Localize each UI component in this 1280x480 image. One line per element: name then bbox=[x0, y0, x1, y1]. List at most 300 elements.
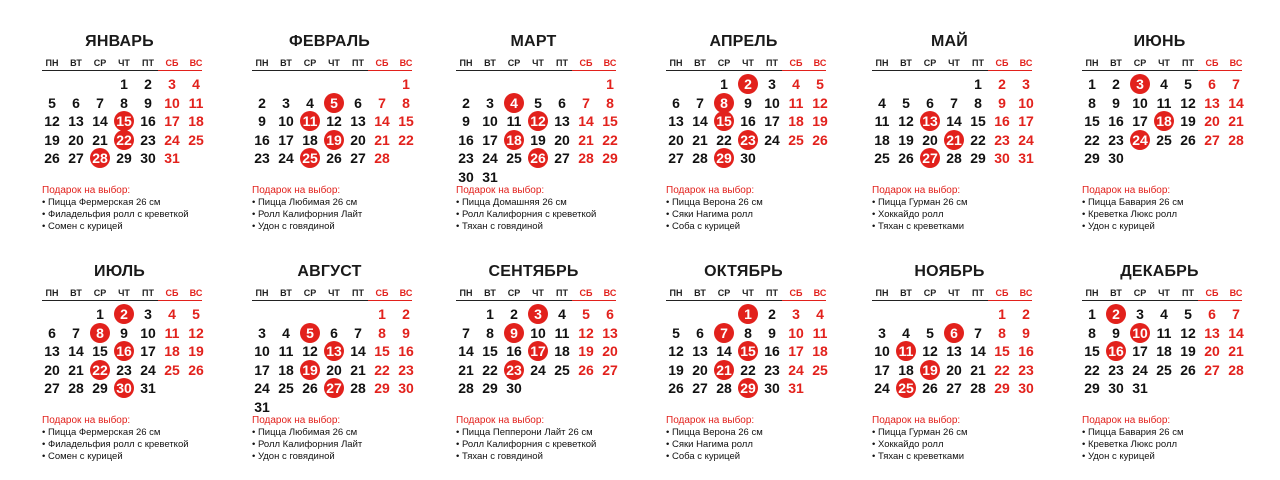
weekday-header bbox=[456, 287, 616, 301]
highlighted-day: 30 bbox=[112, 379, 136, 397]
day-cell: 28 bbox=[1228, 361, 1244, 378]
weekday-label: ВТ bbox=[1110, 288, 1122, 298]
day-cell: 2 bbox=[144, 76, 152, 92]
day-cell: 3 bbox=[1022, 76, 1030, 92]
day-cell: 4 bbox=[168, 306, 176, 322]
weekday-label: ПТ bbox=[766, 288, 778, 298]
highlighted-day: 4 bbox=[502, 94, 526, 112]
day-cell: 25 bbox=[554, 361, 570, 378]
day-cell: 5 bbox=[582, 306, 590, 322]
month-title: АВГУСТ bbox=[297, 263, 362, 280]
day-cell: 14 bbox=[458, 343, 474, 360]
day-cell: 30 bbox=[506, 380, 522, 397]
weekday-label: ПТ bbox=[766, 58, 778, 68]
weekday-label: ПН bbox=[875, 288, 889, 298]
weekday-label: ПН bbox=[45, 58, 59, 68]
weekday-label: ВС bbox=[813, 288, 827, 298]
day-cell: 30 bbox=[1018, 380, 1034, 397]
weekday-label: ЧТ bbox=[118, 288, 130, 298]
weekday-label: ПН bbox=[459, 58, 473, 68]
day-cell: 20 bbox=[668, 131, 684, 148]
day-cell: 12 bbox=[44, 113, 60, 130]
day-cell: 22 bbox=[374, 361, 390, 378]
day-cell: 2 bbox=[402, 306, 410, 322]
day-cell: 15 bbox=[398, 113, 414, 130]
gift-list bbox=[1082, 415, 1272, 463]
day-cell: 8 bbox=[998, 324, 1006, 341]
day-cell: 13 bbox=[1204, 94, 1220, 111]
day-cell: 22 bbox=[1084, 131, 1100, 148]
weekend-divider bbox=[158, 300, 202, 301]
day-cell: 12 bbox=[302, 343, 318, 360]
day-cell: 9 bbox=[1022, 324, 1030, 341]
gift-item: • Ролл Калифорния с креветкой bbox=[456, 209, 597, 220]
day-cell: 5 bbox=[192, 306, 200, 322]
day-cell: 7 bbox=[950, 94, 958, 111]
day-cell: 9 bbox=[120, 324, 128, 341]
day-cell: 18 bbox=[188, 113, 204, 130]
day-cell: 7 bbox=[1232, 306, 1240, 322]
month-title: ФЕВРАЛЬ bbox=[288, 33, 371, 50]
day-cell: 10 bbox=[482, 113, 498, 130]
weekday-header bbox=[252, 57, 412, 71]
day-cell: 9 bbox=[258, 113, 266, 130]
gift-item: • Пицца Фермерская 26 см bbox=[42, 197, 161, 208]
gift-item: • Сомен с курицей bbox=[42, 221, 123, 232]
weekday-label: ПТ bbox=[352, 58, 364, 68]
day-cell: 25 bbox=[874, 150, 890, 167]
gift-item: • Удон с говядиной bbox=[252, 451, 335, 462]
gift-item: • Ролл Калифорния Лайт bbox=[252, 209, 363, 220]
day-cell: 26 bbox=[188, 361, 204, 378]
weekday-label: ЧТ bbox=[742, 288, 754, 298]
month-title: ЯНВАРЬ bbox=[85, 33, 154, 50]
day-cell: 20 bbox=[946, 361, 962, 378]
day-cell: 4 bbox=[792, 76, 800, 92]
weekday-label: ЧТ bbox=[328, 288, 340, 298]
gift-heading: Подарок на выбор: bbox=[666, 185, 755, 196]
weekday-label: ВТ bbox=[900, 58, 912, 68]
day-cell: 14 bbox=[1228, 94, 1244, 111]
day-cell: 24 bbox=[140, 361, 156, 378]
day-cell: 9 bbox=[744, 94, 752, 111]
weekday-label: ПН bbox=[1085, 288, 1099, 298]
day-cell: 30 bbox=[398, 380, 414, 397]
day-cell: 8 bbox=[606, 94, 614, 111]
day-cell: 7 bbox=[96, 94, 104, 111]
day-cell: 28 bbox=[68, 380, 84, 397]
month-title: СЕНТЯБРЬ bbox=[488, 263, 579, 280]
gift-item: • Ролл Калифорния с креветкой bbox=[456, 439, 597, 450]
day-cell: 20 bbox=[1204, 343, 1220, 360]
day-cell: 18 bbox=[788, 113, 804, 130]
day-cell: 31 bbox=[1132, 380, 1148, 397]
day-cell: 5 bbox=[48, 94, 56, 111]
weekday-label: ЧТ bbox=[532, 58, 544, 68]
gift-list bbox=[872, 415, 1062, 463]
highlighted-day: 3 bbox=[526, 305, 550, 323]
day-cell: 14 bbox=[68, 343, 84, 360]
day-cell: 3 bbox=[258, 324, 266, 341]
gift-list bbox=[666, 415, 856, 463]
day-cell: 22 bbox=[1084, 361, 1100, 378]
weekday-label: ВС bbox=[603, 58, 617, 68]
weekday-label: СР bbox=[1133, 58, 1147, 68]
highlighted-day: 2 bbox=[736, 75, 760, 93]
day-cell: 28 bbox=[716, 380, 732, 397]
day-cell: 5 bbox=[1184, 76, 1192, 92]
day-cell: 18 bbox=[898, 361, 914, 378]
day-cell: 27 bbox=[68, 150, 84, 167]
day-cell: 21 bbox=[458, 361, 474, 378]
day-cell: 21 bbox=[374, 131, 390, 148]
day-cell: 22 bbox=[482, 361, 498, 378]
gift-heading: Подарок на выбор: bbox=[252, 415, 341, 426]
day-cell: 10 bbox=[278, 113, 294, 130]
weekday-label: ЧТ bbox=[1158, 288, 1170, 298]
gift-heading: Подарок на выбор: bbox=[872, 415, 961, 426]
weekend-divider bbox=[368, 70, 412, 71]
weekday-label: СБ bbox=[165, 58, 179, 68]
day-cell: 1 bbox=[402, 76, 410, 92]
day-cell: 2 bbox=[510, 306, 518, 322]
highlighted-day: 6 bbox=[942, 324, 966, 342]
day-cell: 30 bbox=[994, 150, 1010, 167]
day-cell: 25 bbox=[278, 380, 294, 397]
day-cell: 17 bbox=[1132, 343, 1148, 360]
day-cell: 5 bbox=[534, 94, 542, 111]
gift-item: • Креветка Люкс ролл bbox=[1082, 209, 1178, 220]
day-cell: 12 bbox=[668, 343, 684, 360]
day-cell: 25 bbox=[506, 150, 522, 167]
weekday-header bbox=[456, 57, 616, 71]
day-cell: 21 bbox=[1228, 113, 1244, 130]
day-cell: 17 bbox=[1018, 113, 1034, 130]
day-cell: 6 bbox=[1208, 76, 1216, 92]
gift-list bbox=[872, 185, 1062, 233]
highlighted-day: 8 bbox=[88, 324, 112, 342]
day-cell: 12 bbox=[922, 343, 938, 360]
day-cell: 8 bbox=[120, 94, 128, 111]
day-cell: 4 bbox=[1160, 76, 1168, 92]
day-cell: 26 bbox=[668, 380, 684, 397]
day-cell: 5 bbox=[672, 324, 680, 341]
day-cell: 6 bbox=[606, 306, 614, 322]
gift-item: • Тяхан с говядиной bbox=[456, 221, 543, 232]
weekday-label: ЧТ bbox=[118, 58, 130, 68]
day-cell: 24 bbox=[530, 361, 546, 378]
weekday-label: ПН bbox=[1085, 58, 1099, 68]
day-cell: 19 bbox=[668, 361, 684, 378]
day-cell: 8 bbox=[1088, 94, 1096, 111]
day-cell: 6 bbox=[48, 324, 56, 341]
weekend-divider bbox=[988, 300, 1032, 301]
day-cell: 29 bbox=[970, 150, 986, 167]
gift-list bbox=[42, 185, 232, 233]
weekend-divider bbox=[988, 70, 1032, 71]
weekday-label: ВС bbox=[399, 58, 413, 68]
day-cell: 12 bbox=[812, 94, 828, 111]
weekday-label: ЧТ bbox=[328, 58, 340, 68]
day-cell: 27 bbox=[668, 150, 684, 167]
day-cell: 8 bbox=[1088, 324, 1096, 341]
day-cell: 29 bbox=[116, 150, 132, 167]
gift-item: • Удон с говядиной bbox=[252, 221, 335, 232]
day-cell: 19 bbox=[812, 113, 828, 130]
day-cell: 18 bbox=[874, 131, 890, 148]
day-cell: 3 bbox=[282, 94, 290, 111]
day-cell: 13 bbox=[602, 324, 618, 341]
gift-item: • Пицца Домашняя 26 см bbox=[456, 197, 567, 208]
day-cell: 20 bbox=[602, 343, 618, 360]
highlighted-day: 26 bbox=[526, 149, 550, 167]
gift-item: • Удон с курицей bbox=[1082, 451, 1155, 462]
day-cell: 15 bbox=[374, 343, 390, 360]
day-cell: 23 bbox=[1018, 361, 1034, 378]
highlighted-day: 5 bbox=[322, 94, 346, 112]
day-cell: 28 bbox=[692, 150, 708, 167]
weekday-label: СБ bbox=[1205, 288, 1219, 298]
gift-item: • Пицца Верона 26 см bbox=[666, 197, 763, 208]
day-cell: 17 bbox=[764, 113, 780, 130]
highlighted-day: 19 bbox=[298, 361, 322, 379]
month-title: НОЯБРЬ bbox=[914, 263, 985, 280]
day-cell: 26 bbox=[302, 380, 318, 397]
weekday-header bbox=[666, 57, 826, 71]
day-cell: 19 bbox=[578, 343, 594, 360]
day-cell: 15 bbox=[1084, 113, 1100, 130]
highlighted-day: 21 bbox=[712, 361, 736, 379]
weekday-label: ПН bbox=[45, 288, 59, 298]
weekday-label: ВТ bbox=[70, 58, 82, 68]
day-cell: 25 bbox=[812, 361, 828, 378]
day-cell: 1 bbox=[1088, 76, 1096, 92]
day-cell: 27 bbox=[1204, 361, 1220, 378]
day-cell: 1 bbox=[998, 306, 1006, 322]
weekend-divider bbox=[1198, 300, 1242, 301]
weekday-label: СБ bbox=[165, 288, 179, 298]
day-cell: 18 bbox=[164, 343, 180, 360]
gift-item: • Тяхан с креветками bbox=[872, 451, 965, 462]
day-cell: 20 bbox=[44, 361, 60, 378]
day-cell: 10 bbox=[164, 94, 180, 111]
highlighted-day: 18 bbox=[1152, 112, 1176, 130]
day-cell: 14 bbox=[716, 343, 732, 360]
weekday-label: ВС bbox=[603, 288, 617, 298]
weekday-label: ПН bbox=[459, 288, 473, 298]
highlighted-day: 28 bbox=[88, 149, 112, 167]
gift-heading: Подарок на выбор: bbox=[42, 185, 131, 196]
gift-item: • Хоккайдо ролл bbox=[872, 209, 944, 220]
highlighted-day: 5 bbox=[298, 324, 322, 342]
day-cell: 17 bbox=[254, 361, 270, 378]
day-cell: 2 bbox=[768, 306, 776, 322]
weekday-label: СБ bbox=[579, 288, 593, 298]
day-cell: 29 bbox=[994, 380, 1010, 397]
day-cell: 14 bbox=[970, 343, 986, 360]
gift-heading: Подарок на выбор: bbox=[456, 185, 545, 196]
highlighted-day: 9 bbox=[502, 324, 526, 342]
day-cell: 23 bbox=[1108, 361, 1124, 378]
highlighted-day: 11 bbox=[894, 342, 918, 360]
month-title: ИЮЛЬ bbox=[94, 263, 145, 280]
weekend-divider bbox=[368, 300, 412, 301]
day-cell: 26 bbox=[922, 380, 938, 397]
weekday-label: ВС bbox=[399, 288, 413, 298]
day-cell: 6 bbox=[696, 324, 704, 341]
day-cell: 13 bbox=[668, 113, 684, 130]
day-cell: 3 bbox=[144, 306, 152, 322]
day-cell: 25 bbox=[1156, 361, 1172, 378]
day-cell: 24 bbox=[278, 150, 294, 167]
gift-item: • Филадельфия ролл с креветкой bbox=[42, 439, 189, 450]
weekday-label: ЧТ bbox=[742, 58, 754, 68]
day-cell: 17 bbox=[164, 113, 180, 130]
day-cell: 9 bbox=[402, 324, 410, 341]
day-cell: 23 bbox=[994, 131, 1010, 148]
day-cell: 29 bbox=[602, 150, 618, 167]
weekend-divider bbox=[782, 300, 826, 301]
day-cell: 11 bbox=[874, 113, 890, 130]
day-cell: 29 bbox=[1084, 380, 1100, 397]
day-cell: 1 bbox=[486, 306, 494, 322]
day-cell: 31 bbox=[788, 380, 804, 397]
weekday-label: СБ bbox=[789, 58, 803, 68]
day-cell: 20 bbox=[1204, 113, 1220, 130]
day-cell: 4 bbox=[192, 76, 200, 92]
day-cell: 9 bbox=[1112, 324, 1120, 341]
day-cell: 8 bbox=[974, 94, 982, 111]
day-cell: 28 bbox=[970, 380, 986, 397]
day-cell: 27 bbox=[692, 380, 708, 397]
weekday-label: ВС bbox=[813, 58, 827, 68]
day-cell: 10 bbox=[1132, 94, 1148, 111]
gift-list bbox=[42, 415, 232, 463]
highlighted-day: 18 bbox=[502, 131, 526, 149]
day-cell: 30 bbox=[1108, 380, 1124, 397]
day-cell: 16 bbox=[1018, 343, 1034, 360]
day-cell: 14 bbox=[578, 113, 594, 130]
day-cell: 22 bbox=[740, 361, 756, 378]
day-cell: 6 bbox=[354, 94, 362, 111]
day-cell: 10 bbox=[874, 343, 890, 360]
weekday-label: ПТ bbox=[972, 288, 984, 298]
day-cell: 21 bbox=[350, 361, 366, 378]
month-title: МАЙ bbox=[931, 33, 968, 50]
day-cell: 12 bbox=[898, 113, 914, 130]
day-cell: 20 bbox=[326, 361, 342, 378]
day-cell: 28 bbox=[578, 150, 594, 167]
day-cell: 21 bbox=[692, 131, 708, 148]
weekday-label: СР bbox=[717, 288, 731, 298]
gift-item: • Тяхан с креветками bbox=[872, 221, 965, 232]
weekday-label: СР bbox=[303, 58, 317, 68]
day-cell: 25 bbox=[188, 131, 204, 148]
day-cell: 10 bbox=[1018, 94, 1034, 111]
day-cell: 12 bbox=[326, 113, 342, 130]
gift-heading: Подарок на выбор: bbox=[456, 415, 545, 426]
day-cell: 31 bbox=[164, 150, 180, 167]
weekday-label: СБ bbox=[579, 58, 593, 68]
day-cell: 1 bbox=[720, 76, 728, 92]
weekday-label: ВТ bbox=[70, 288, 82, 298]
day-cell: 22 bbox=[994, 361, 1010, 378]
gift-item: • Пицца Верона 26 см bbox=[666, 427, 763, 438]
weekday-label: ПН bbox=[255, 58, 269, 68]
day-cell: 11 bbox=[788, 94, 804, 111]
day-cell: 19 bbox=[530, 131, 546, 148]
highlighted-day: 15 bbox=[736, 342, 760, 360]
highlighted-day: 23 bbox=[502, 361, 526, 379]
weekday-header bbox=[1082, 287, 1242, 301]
day-cell: 21 bbox=[578, 131, 594, 148]
highlighted-day: 3 bbox=[1128, 75, 1152, 93]
day-cell: 2 bbox=[462, 94, 470, 111]
day-cell: 15 bbox=[92, 343, 108, 360]
day-cell: 9 bbox=[1112, 94, 1120, 111]
day-cell: 16 bbox=[764, 343, 780, 360]
day-cell: 26 bbox=[1180, 131, 1196, 148]
highlighted-day: 29 bbox=[736, 379, 760, 397]
day-cell: 4 bbox=[816, 306, 824, 322]
gift-heading: Подарок на выбор: bbox=[1082, 185, 1171, 196]
gift-list bbox=[666, 185, 856, 233]
day-cell: 19 bbox=[188, 343, 204, 360]
day-cell: 8 bbox=[378, 324, 386, 341]
day-cell: 6 bbox=[72, 94, 80, 111]
day-cell: 20 bbox=[68, 131, 84, 148]
day-cell: 22 bbox=[716, 131, 732, 148]
day-cell: 19 bbox=[898, 131, 914, 148]
day-cell: 16 bbox=[994, 113, 1010, 130]
highlighted-day: 12 bbox=[526, 112, 550, 130]
day-cell: 14 bbox=[350, 343, 366, 360]
gift-item: • Пицца Фермерская 26 см bbox=[42, 427, 161, 438]
highlighted-day: 23 bbox=[736, 131, 760, 149]
weekday-header bbox=[252, 287, 412, 301]
weekday-label: ВС bbox=[189, 288, 203, 298]
day-cell: 11 bbox=[278, 343, 294, 360]
day-cell: 11 bbox=[1156, 94, 1172, 111]
gift-list bbox=[456, 185, 646, 233]
highlighted-day: 27 bbox=[918, 149, 942, 167]
weekday-label: ПТ bbox=[556, 288, 568, 298]
day-cell: 17 bbox=[788, 343, 804, 360]
day-cell: 24 bbox=[164, 131, 180, 148]
day-cell: 25 bbox=[788, 131, 804, 148]
weekday-label: ПТ bbox=[1182, 58, 1194, 68]
day-cell: 2 bbox=[258, 94, 266, 111]
weekday-label: СР bbox=[717, 58, 731, 68]
weekday-label: СР bbox=[923, 58, 937, 68]
day-cell: 30 bbox=[140, 150, 156, 167]
day-cell: 3 bbox=[878, 324, 886, 341]
day-cell: 16 bbox=[1108, 113, 1124, 130]
day-cell: 7 bbox=[696, 94, 704, 111]
gift-list bbox=[1082, 185, 1272, 233]
day-cell: 28 bbox=[374, 150, 390, 167]
weekday-label: ЧТ bbox=[948, 58, 960, 68]
day-cell: 17 bbox=[1132, 113, 1148, 130]
weekday-label: ПН bbox=[669, 58, 683, 68]
day-cell: 22 bbox=[398, 131, 414, 148]
day-cell: 12 bbox=[188, 324, 204, 341]
gift-item: • Удон с курицей bbox=[1082, 221, 1155, 232]
weekday-label: СБ bbox=[1205, 58, 1219, 68]
day-cell: 26 bbox=[326, 150, 342, 167]
weekday-label: ПН bbox=[255, 288, 269, 298]
weekday-label: ВТ bbox=[280, 58, 292, 68]
